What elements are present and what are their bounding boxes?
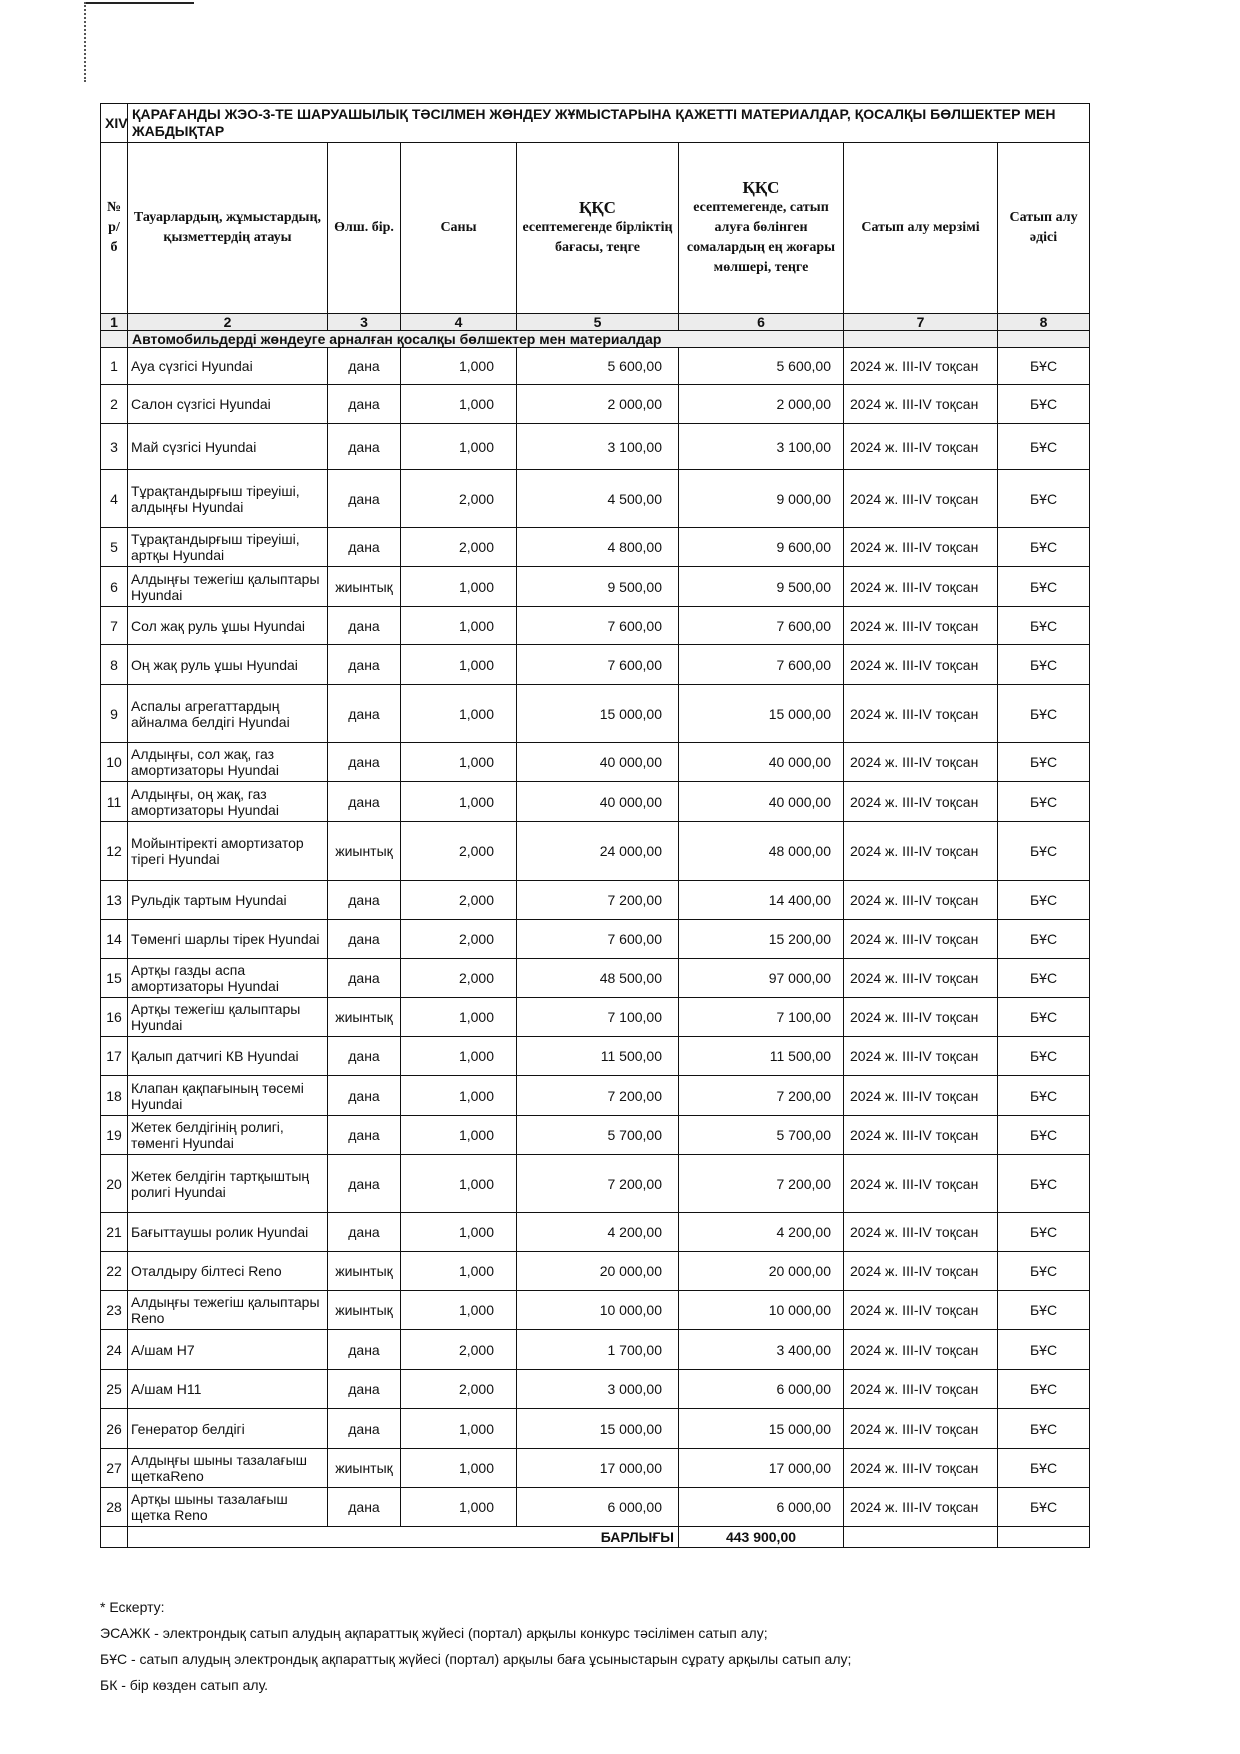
- header-unit: Өлш. бір.: [328, 143, 401, 314]
- quantity: 1,000: [401, 743, 517, 782]
- max-amount: 9 500,00: [679, 567, 844, 607]
- quantity: 1,000: [401, 685, 517, 743]
- unit-price: 3 100,00: [517, 424, 679, 470]
- item-name: Мойынтіректі амортизатор тірегі Hyundai: [128, 822, 328, 881]
- row-number: 20: [101, 1155, 128, 1213]
- max-amount: 15 000,00: [679, 685, 844, 743]
- procurement-method: БҰС: [998, 782, 1090, 822]
- column-number-row: [101, 314, 1090, 331]
- row-number: 24: [101, 1330, 128, 1370]
- table-row: [101, 881, 1090, 920]
- procurement-period: 2024 ж. III-IV тоқсан: [844, 424, 998, 470]
- table-row: [101, 1370, 1090, 1409]
- unit-price: 24 000,00: [517, 822, 679, 881]
- header-max-amount-text: есептемегенде, сатып алуға бөлінген сомалардың ең жоғары мөлшері, теңге: [686, 200, 836, 275]
- table-row: [101, 822, 1090, 881]
- procurement-period: 2024 ж. III-IV тоқсан: [844, 822, 998, 881]
- unit-price: 48 500,00: [517, 959, 679, 998]
- unit: дана: [328, 1213, 401, 1252]
- row-number: 27: [101, 1449, 128, 1488]
- item-name: Май сүзгісі Hyundai: [128, 424, 328, 470]
- unit: дана: [328, 1370, 401, 1409]
- max-amount: 15 200,00: [679, 920, 844, 959]
- column-number: 2: [128, 314, 328, 331]
- column-number: 3: [328, 314, 401, 331]
- unit: жиынтық: [328, 1291, 401, 1330]
- unit-price: 7 100,00: [517, 998, 679, 1037]
- subsection-empty: [998, 331, 1090, 348]
- unit-price: 5 600,00: [517, 348, 679, 385]
- quantity: 1,000: [401, 567, 517, 607]
- note-bk: БК - бір көзден сатып алу.: [100, 1677, 269, 1693]
- unit-price: 9 500,00: [517, 567, 679, 607]
- unit-price: 11 500,00: [517, 1037, 679, 1076]
- notes-heading: * Ескерту:: [100, 1599, 165, 1615]
- unit-price: 4 800,00: [517, 528, 679, 567]
- subsection-empty: [101, 331, 128, 348]
- quantity: 1,000: [401, 1488, 517, 1527]
- quantity: 1,000: [401, 1449, 517, 1488]
- table-row: [101, 1330, 1090, 1370]
- table-row: [101, 607, 1090, 645]
- quantity: 1,000: [401, 1076, 517, 1116]
- subsection-label: Автомобильдерді жөндеуге арналған қосалқы бөлшектер мен материалдар: [128, 331, 844, 348]
- procurement-period: 2024 ж. III-IV тоқсан: [844, 998, 998, 1037]
- max-amount: 20 000,00: [679, 1252, 844, 1291]
- item-name: Артқы тежегіш қалыптары Hyundai: [128, 998, 328, 1037]
- table-row: [101, 685, 1090, 743]
- header-unit-price-text: есептемегенде бірліктің бағасы, теңге: [522, 220, 673, 255]
- item-name: А/шам Н11: [128, 1370, 328, 1409]
- procurement-method: БҰС: [998, 1037, 1090, 1076]
- scan-edge-mark: [84, 2, 89, 82]
- procurement-method: БҰС: [998, 685, 1090, 743]
- quantity: 1,000: [401, 1409, 517, 1449]
- notes: [100, 1594, 851, 1698]
- table-row: [101, 470, 1090, 528]
- row-number: 14: [101, 920, 128, 959]
- quantity: 2,000: [401, 822, 517, 881]
- procurement-period: 2024 ж. III-IV тоқсан: [844, 1409, 998, 1449]
- max-amount: 7 200,00: [679, 1155, 844, 1213]
- max-amount: 3 400,00: [679, 1330, 844, 1370]
- column-number: 1: [101, 314, 128, 331]
- unit-price: 40 000,00: [517, 743, 679, 782]
- table-row: [101, 959, 1090, 998]
- quantity: 1,000: [401, 1291, 517, 1330]
- quantity: 1,000: [401, 1213, 517, 1252]
- row-number: 16: [101, 998, 128, 1037]
- unit-price: 3 000,00: [517, 1370, 679, 1409]
- item-name: Алдыңғы тежегіш қалыптары Hyundai: [128, 567, 328, 607]
- table-row: [101, 1037, 1090, 1076]
- table-row: [101, 1116, 1090, 1155]
- procurement-period: 2024 ж. III-IV тоқсан: [844, 1449, 998, 1488]
- row-number: 7: [101, 607, 128, 645]
- max-amount: 40 000,00: [679, 782, 844, 822]
- procurement-method: БҰС: [998, 567, 1090, 607]
- unit: жиынтық: [328, 822, 401, 881]
- procurement-method: БҰС: [998, 424, 1090, 470]
- procurement-period: 2024 ж. III-IV тоқсан: [844, 645, 998, 685]
- max-amount: 97 000,00: [679, 959, 844, 998]
- item-name: Артқы газды аспа амортизаторы Hyundai: [128, 959, 328, 998]
- row-number: 15: [101, 959, 128, 998]
- table-row: [101, 567, 1090, 607]
- row-number: 11: [101, 782, 128, 822]
- item-name: Қалып датчигі КВ Hyundai: [128, 1037, 328, 1076]
- unit-price: 1 700,00: [517, 1330, 679, 1370]
- procurement-period: 2024 ж. III-IV тоқсан: [844, 1370, 998, 1409]
- procurement-method: БҰС: [998, 743, 1090, 782]
- row-number: 5: [101, 528, 128, 567]
- item-name: Оталдыру білтесі Reno: [128, 1252, 328, 1291]
- procurement-period: 2024 ж. III-IV тоқсан: [844, 743, 998, 782]
- table-row: [101, 1291, 1090, 1330]
- unit: дана: [328, 1037, 401, 1076]
- procurement-period: 2024 ж. III-IV тоқсан: [844, 607, 998, 645]
- procurement-method: БҰС: [998, 998, 1090, 1037]
- item-name: Рульдік тартым Hyundai: [128, 881, 328, 920]
- section-title: ҚАРАҒАНДЫ ЖЭО-3-ТЕ ШАРУАШЫЛЫҚ ТӘСІЛМЕН ЖӨНДЕУ ЖҰМЫСТАРЫНА ҚАЖЕТТІ МАТЕРИАЛДАР, ҚОСАЛҚЫ БӨЛШЕКТЕР МЕН ЖАБДЫҚТАР: [128, 104, 1090, 143]
- table-row: [101, 1252, 1090, 1291]
- row-number: 18: [101, 1076, 128, 1116]
- max-amount: 11 500,00: [679, 1037, 844, 1076]
- procurement-method: БҰС: [998, 1409, 1090, 1449]
- procurement-period: 2024 ж. III-IV тоқсан: [844, 1488, 998, 1527]
- item-name: Сол жақ руль ұшы Hyundai: [128, 607, 328, 645]
- procurement-method: БҰС: [998, 1155, 1090, 1213]
- item-name: А/шам Н7: [128, 1330, 328, 1370]
- table-row: [101, 1409, 1090, 1449]
- unit: дана: [328, 1409, 401, 1449]
- column-number: 4: [401, 314, 517, 331]
- column-number: 5: [517, 314, 679, 331]
- unit: дана: [328, 685, 401, 743]
- procurement-method: БҰС: [998, 1330, 1090, 1370]
- max-amount: 7 600,00: [679, 607, 844, 645]
- quantity: 1,000: [401, 1252, 517, 1291]
- unit-price: 15 000,00: [517, 685, 679, 743]
- unit-price: 20 000,00: [517, 1252, 679, 1291]
- quantity: 2,000: [401, 1330, 517, 1370]
- procurement-period: 2024 ж. III-IV тоқсан: [844, 959, 998, 998]
- unit-price: 40 000,00: [517, 782, 679, 822]
- table-row: [101, 1488, 1090, 1527]
- procurement-method: БҰС: [998, 1252, 1090, 1291]
- scan-edge-mark: [84, 2, 194, 4]
- unit: дана: [328, 528, 401, 567]
- total-empty: [998, 1527, 1090, 1548]
- procurement-period: 2024 ж. III-IV тоқсан: [844, 1291, 998, 1330]
- item-name: Алдыңғы тежегіш қалыптары Reno: [128, 1291, 328, 1330]
- procurement-method: БҰС: [998, 1076, 1090, 1116]
- row-number: 10: [101, 743, 128, 782]
- max-amount: 2 000,00: [679, 385, 844, 424]
- unit: дана: [328, 881, 401, 920]
- unit: дана: [328, 424, 401, 470]
- row-number: 13: [101, 881, 128, 920]
- quantity: 1,000: [401, 1155, 517, 1213]
- quantity: 1,000: [401, 998, 517, 1037]
- table-row: [101, 424, 1090, 470]
- total-empty: [844, 1527, 998, 1548]
- table-row: [101, 385, 1090, 424]
- procurement-method: БҰС: [998, 1449, 1090, 1488]
- procurement-period: 2024 ж. III-IV тоқсан: [844, 567, 998, 607]
- procurement-period: 2024 ж. III-IV тоқсан: [844, 1213, 998, 1252]
- procurement-period: 2024 ж. III-IV тоқсан: [844, 528, 998, 567]
- unit: дана: [328, 959, 401, 998]
- unit-price: 10 000,00: [517, 1291, 679, 1330]
- procurement-method: БҰС: [998, 607, 1090, 645]
- table-row: [101, 920, 1090, 959]
- item-name: Артқы шыны тазалағыш щетка Reno: [128, 1488, 328, 1527]
- table-row: [101, 1076, 1090, 1116]
- header-qty: Саны: [401, 143, 517, 314]
- row-number: 17: [101, 1037, 128, 1076]
- column-number: 6: [679, 314, 844, 331]
- procurement-period: 2024 ж. III-IV тоқсан: [844, 470, 998, 528]
- header-num: № р/б: [101, 143, 128, 314]
- table-row: [101, 782, 1090, 822]
- quantity: 1,000: [401, 782, 517, 822]
- unit-price: 4 200,00: [517, 1213, 679, 1252]
- max-amount: 6 000,00: [679, 1488, 844, 1527]
- item-name: Жетек белдігін тартқыштың ролигі Hyundai: [128, 1155, 328, 1213]
- total-value: 443 900,00: [679, 1527, 844, 1548]
- header-kks: ҚҚС: [579, 198, 616, 217]
- note-esazhk: ЭСАЖК - электрондық сатып алудың ақпараттық жүйесі (портал) арқылы конкурс тәсілімен сатып алу;: [100, 1625, 768, 1641]
- procurement-period: 2024 ж. III-IV тоқсан: [844, 782, 998, 822]
- row-number: 22: [101, 1252, 128, 1291]
- max-amount: 10 000,00: [679, 1291, 844, 1330]
- item-name: Алдыңғы, оң жақ, газ амортизаторы Hyundai: [128, 782, 328, 822]
- unit: дана: [328, 470, 401, 528]
- max-amount: 9 600,00: [679, 528, 844, 567]
- procurement-period: 2024 ж. III-IV тоқсан: [844, 385, 998, 424]
- item-name: Генератор белдігі: [128, 1409, 328, 1449]
- unit: дана: [328, 348, 401, 385]
- quantity: 1,000: [401, 348, 517, 385]
- unit: дана: [328, 1076, 401, 1116]
- item-name: Аспалы агрегаттардың айналма белдігі Hyundai: [128, 685, 328, 743]
- item-name: Ауа сүзгісі Hyundai: [128, 348, 328, 385]
- section-number: XIV: [101, 104, 128, 143]
- procurement-method: БҰС: [998, 822, 1090, 881]
- note-bus: БҰС - сатып алудың электрондық ақпараттық жүйесі (портал) арқылы баға ұсыныстарын сұрату арқылы сатып алу;: [100, 1651, 852, 1667]
- unit: дана: [328, 920, 401, 959]
- row-number: 1: [101, 348, 128, 385]
- unit: жиынтық: [328, 1252, 401, 1291]
- procurement-period: 2024 ж. III-IV тоқсан: [844, 920, 998, 959]
- procurement-method: БҰС: [998, 920, 1090, 959]
- max-amount: 7 200,00: [679, 1076, 844, 1116]
- row-number: 12: [101, 822, 128, 881]
- total-empty: [128, 1527, 517, 1548]
- unit-price: 7 600,00: [517, 645, 679, 685]
- item-name: Клапан қақпағының төсемі Hyundai: [128, 1076, 328, 1116]
- header-kks: ҚҚС: [742, 178, 780, 197]
- table-row: [101, 743, 1090, 782]
- unit-price: 7 200,00: [517, 1155, 679, 1213]
- unit-price: 6 000,00: [517, 1488, 679, 1527]
- item-name: Оң жақ руль ұшы Hyundai: [128, 645, 328, 685]
- procurement-period: 2024 ж. III-IV тоқсан: [844, 1076, 998, 1116]
- max-amount: 5 600,00: [679, 348, 844, 385]
- procurement-method: БҰС: [998, 1370, 1090, 1409]
- procurement-method: БҰС: [998, 959, 1090, 998]
- procurement-method: БҰС: [998, 348, 1090, 385]
- procurement-method: БҰС: [998, 645, 1090, 685]
- table-row: [101, 998, 1090, 1037]
- procurement-period: 2024 ж. III-IV тоқсан: [844, 1116, 998, 1155]
- max-amount: 6 000,00: [679, 1370, 844, 1409]
- total-row: [101, 1527, 1090, 1548]
- section-title-row: [101, 104, 1090, 143]
- unit-price: 7 600,00: [517, 607, 679, 645]
- column-number: 8: [998, 314, 1090, 331]
- row-number: 2: [101, 385, 128, 424]
- subsection-row: [101, 331, 1090, 348]
- procurement-method: БҰС: [998, 470, 1090, 528]
- row-number: 3: [101, 424, 128, 470]
- item-name: Төменгі шарлы тірек Hyundai: [128, 920, 328, 959]
- unit: жиынтық: [328, 998, 401, 1037]
- subsection-empty: [844, 331, 998, 348]
- row-number: 21: [101, 1213, 128, 1252]
- unit: дана: [328, 743, 401, 782]
- procurement-period: 2024 ж. III-IV тоқсан: [844, 1252, 998, 1291]
- unit: дана: [328, 385, 401, 424]
- quantity: 1,000: [401, 385, 517, 424]
- item-name: Тұрақтандырғыш тіреуіші, алдыңғы Hyundai: [128, 470, 328, 528]
- row-number: 8: [101, 645, 128, 685]
- unit: дана: [328, 1155, 401, 1213]
- unit-price: 4 500,00: [517, 470, 679, 528]
- unit: дана: [328, 1330, 401, 1370]
- max-amount: 15 000,00: [679, 1409, 844, 1449]
- header-name: Тауарлардың, жұмыстардың, қызметтердің атауы: [128, 143, 328, 314]
- unit-price: 5 700,00: [517, 1116, 679, 1155]
- max-amount: 7 100,00: [679, 998, 844, 1037]
- quantity: 2,000: [401, 920, 517, 959]
- header-unit-price: [517, 143, 679, 314]
- quantity: 2,000: [401, 528, 517, 567]
- quantity: 2,000: [401, 959, 517, 998]
- procurement-method: БҰС: [998, 881, 1090, 920]
- quantity: 1,000: [401, 645, 517, 685]
- quantity: 2,000: [401, 470, 517, 528]
- procurement-period: 2024 ж. III-IV тоқсан: [844, 1155, 998, 1213]
- table-row: [101, 528, 1090, 567]
- max-amount: 17 000,00: [679, 1449, 844, 1488]
- max-amount: 3 100,00: [679, 424, 844, 470]
- unit-price: 7 200,00: [517, 881, 679, 920]
- procurement-method: БҰС: [998, 1291, 1090, 1330]
- row-number: 26: [101, 1409, 128, 1449]
- total-empty: [101, 1527, 128, 1548]
- procurement-period: 2024 ж. III-IV тоқсан: [844, 348, 998, 385]
- item-name: Салон сүзгісі Hyundai: [128, 385, 328, 424]
- procurement-period: 2024 ж. III-IV тоқсан: [844, 1037, 998, 1076]
- unit-price: 15 000,00: [517, 1409, 679, 1449]
- total-label: БАРЛЫҒЫ: [517, 1527, 679, 1548]
- header-period: Сатып алу мерзімі: [844, 143, 998, 314]
- unit-price: 2 000,00: [517, 385, 679, 424]
- procurement-method: БҰС: [998, 385, 1090, 424]
- row-number: 23: [101, 1291, 128, 1330]
- unit-price: 7 200,00: [517, 1076, 679, 1116]
- max-amount: 48 000,00: [679, 822, 844, 881]
- item-name: Жетек белдігінің ролигі, төменгі Hyundai: [128, 1116, 328, 1155]
- max-amount: 7 600,00: [679, 645, 844, 685]
- table-row: [101, 348, 1090, 385]
- unit: дана: [328, 782, 401, 822]
- table-row: [101, 1449, 1090, 1488]
- procurement-period: 2024 ж. III-IV тоқсан: [844, 1330, 998, 1370]
- quantity: 1,000: [401, 607, 517, 645]
- unit: жиынтық: [328, 1449, 401, 1488]
- max-amount: 5 700,00: [679, 1116, 844, 1155]
- unit: дана: [328, 1116, 401, 1155]
- column-number: 7: [844, 314, 998, 331]
- item-name: Бағыттаушы ролик Hyundai: [128, 1213, 328, 1252]
- max-amount: 9 000,00: [679, 470, 844, 528]
- unit-price: 17 000,00: [517, 1449, 679, 1488]
- item-name: Алдыңғы, сол жақ, газ амортизаторы Hyundai: [128, 743, 328, 782]
- unit: дана: [328, 645, 401, 685]
- row-number: 25: [101, 1370, 128, 1409]
- quantity: 1,000: [401, 1037, 517, 1076]
- procurement-method: БҰС: [998, 528, 1090, 567]
- quantity: 1,000: [401, 1116, 517, 1155]
- table-row: [101, 1155, 1090, 1213]
- max-amount: 40 000,00: [679, 743, 844, 782]
- unit: дана: [328, 1488, 401, 1527]
- header-row: [101, 143, 1090, 314]
- header-max-amount: [679, 143, 844, 314]
- max-amount: 4 200,00: [679, 1213, 844, 1252]
- item-name: Алдыңғы шыны тазалағыш щеткаReno: [128, 1449, 328, 1488]
- quantity: 2,000: [401, 1370, 517, 1409]
- procurement-period: 2024 ж. III-IV тоқсан: [844, 881, 998, 920]
- row-number: 28: [101, 1488, 128, 1527]
- row-number: 9: [101, 685, 128, 743]
- unit: дана: [328, 607, 401, 645]
- max-amount: 14 400,00: [679, 881, 844, 920]
- row-number: 4: [101, 470, 128, 528]
- quantity: 1,000: [401, 424, 517, 470]
- procurement-period: 2024 ж. III-IV тоқсан: [844, 685, 998, 743]
- unit: жиынтық: [328, 567, 401, 607]
- procurement-method: БҰС: [998, 1488, 1090, 1527]
- procurement-table: [100, 103, 1090, 1548]
- item-name: Тұрақтандырғыш тіреуіші, артқы Hyundai: [128, 528, 328, 567]
- row-number: 19: [101, 1116, 128, 1155]
- unit-price: 7 600,00: [517, 920, 679, 959]
- row-number: 6: [101, 567, 128, 607]
- table-row: [101, 645, 1090, 685]
- header-method: Сатып алу әдісі: [998, 143, 1090, 314]
- quantity: 2,000: [401, 881, 517, 920]
- table-row: [101, 1213, 1090, 1252]
- procurement-method: БҰС: [998, 1213, 1090, 1252]
- procurement-method: БҰС: [998, 1116, 1090, 1155]
